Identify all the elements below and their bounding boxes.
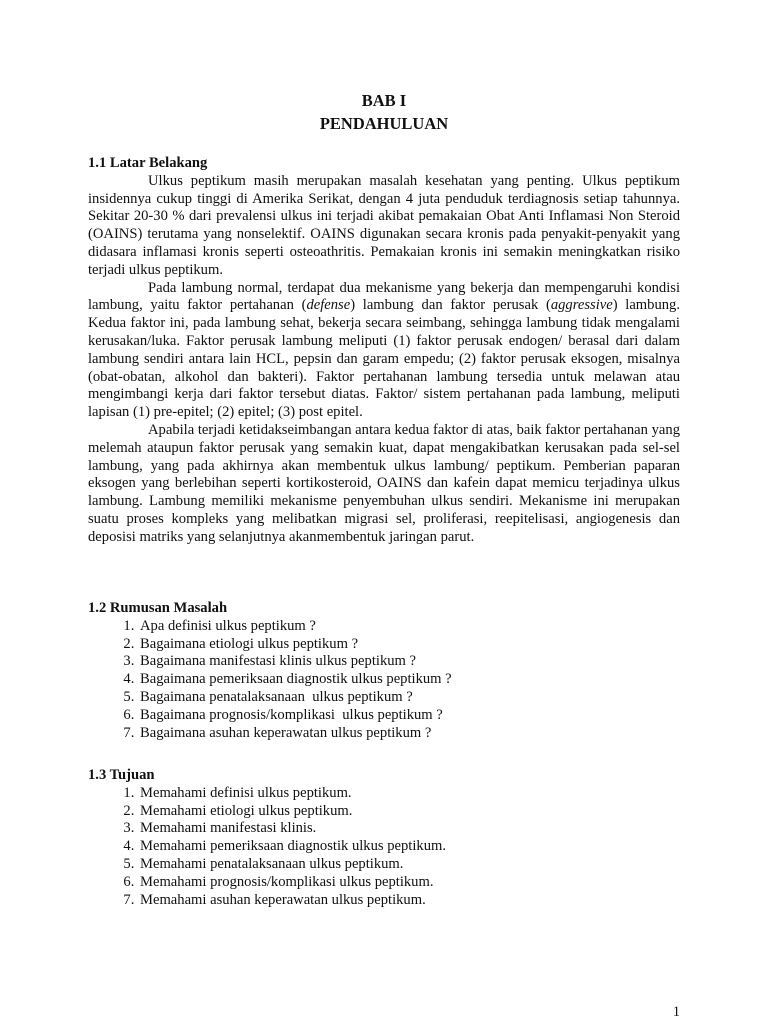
section-heading-latar-belakang: 1.1 Latar Belakang xyxy=(88,155,208,171)
list-item: 4. Bagaimana pemeriksaan diagnostik ulkus peptikum ? xyxy=(138,671,680,689)
chapter-label: BAB I xyxy=(361,91,407,110)
list-item: 6. Bagaimana prognosis/komplikasi ulkus peptikum ? xyxy=(138,707,680,725)
list-item: 7. Memahami asuhan keperawatan ulkus peptikum. xyxy=(138,892,680,910)
list-item: 7. Bagaimana asuhan keperawatan ulkus peptikum ? xyxy=(138,725,680,743)
section-rumusan-masalah xyxy=(88,600,680,742)
section-latar-belakang xyxy=(88,155,680,547)
list-item: 5. Memahami penatalaksanaan ulkus peptikum. xyxy=(138,856,680,874)
paragraph-2-part-c: ) lambung. Kedua faktor ini, pada lambung sehat, bekerja secara seimbang, sehingga lambung tidak mengalami kerusakan/luka. Faktor perusak lambung meliputi (1) faktor perusak endogen/ berasal dari dalam lambung sendiri antara lain HCL, pepsin dan garam empedu; (2) faktor perusak eksogen, misalnya (obat-obatan, alkohol dan bakteri). Faktor pertahanan lambung tersedia untuk melawan atau mengimbangi kerja dari faktor tersebut diatas. Faktor/ sistem pertahanan pada lambung, meliputi lapisan (1) pre-epitel; (2) epitel; (3) post epitel. xyxy=(88,297,680,421)
term-defense: defense xyxy=(306,297,351,314)
list-item: 3. Bagaimana manifestasi klinis ulkus peptikum ? xyxy=(138,653,680,671)
paragraph-2-part-a: Pada lambung normal, terdapat dua mekanisme yang bekerja dan mempengaruhi kondisi lambung, yaitu faktor pertahanan ( xyxy=(88,279,680,314)
list-item: 1. Apa definisi ulkus peptikum ? xyxy=(138,618,680,636)
paragraph-2 xyxy=(88,280,680,422)
list-item: 5. Bagaimana penatalaksanaan ulkus peptikum ? xyxy=(138,689,680,707)
list-item: 2. Bagaimana etiologi ulkus peptikum ? xyxy=(138,636,680,654)
list-item: 1. Memahami definisi ulkus peptikum. xyxy=(138,785,680,803)
term-aggressive: aggressive xyxy=(550,297,613,314)
list-item: 2. Memahami etiologi ulkus peptikum. xyxy=(138,803,680,821)
rumusan-list xyxy=(88,618,680,743)
paragraph-1: Ulkus peptikum masih merupakan masalah kesehatan yang penting. Ulkus peptikum insidennya cukup tinggi di Amerika Serikat, dengan 4 juta penduduk terdiagnosis setiap tahunnya. Sekitar 20-30 % dari prevalensi ulkus ini terjadi akibat pemakaian Obat Anti Inflamasi Non Steroid (OAINS) terutama yang nonselektif. OAINS digunakan secara kronis pada penyakit-penyakit yang didasara inflamasi kronis seperti osteoathritis. Pemakaian kronis ini semakin meningkatkan risiko terjadi ulkus peptikum. xyxy=(88,172,680,278)
chapter-title: PENDAHULUAN xyxy=(319,114,449,133)
list-item: 3. Memahami manifestasi klinis. xyxy=(138,820,680,838)
paragraph-2-part-b: ) lambung dan faktor perusak ( xyxy=(350,297,551,314)
section-heading-tujuan: 1.3 Tujuan xyxy=(88,767,155,783)
section-heading-rumusan-masalah: 1.2 Rumusan Masalah xyxy=(88,600,228,616)
section-tujuan xyxy=(88,767,680,909)
paragraph-3: Apabila terjadi ketidakseimbangan antara kedua faktor di atas, baik faktor pertahanan yang melemah ataupun faktor perusak yang semakin kuat, dapat mengakibatkan kerusakan pada sel-sel lambung, yang pada akhirnya akan membentuk ulkus lambung/ peptikum. Pemberian paparan eksogen yang berlebihan seperti kortikosteroid, OAINS dan kafein dapat memicu terjadinya ulkus lambung. Lambung memiliki mekanisme penyembuhan ulkus sendiri. Mekanisme ini merupakan suatu proses kompleks yang melibatkan migrasi sel, proliferasi, reepitelisasi, angiogenesis dan deposisi matriks yang selanjutnya akanmembentuk jaringan parut. xyxy=(88,421,680,545)
list-item: 4. Memahami pemeriksaan diagnostik ulkus peptikum. xyxy=(138,838,680,856)
tujuan-list xyxy=(88,785,680,910)
list-item: 6. Memahami prognosis/komplikasi ulkus peptikum. xyxy=(138,874,680,892)
page-number: 1 xyxy=(672,1004,680,1020)
